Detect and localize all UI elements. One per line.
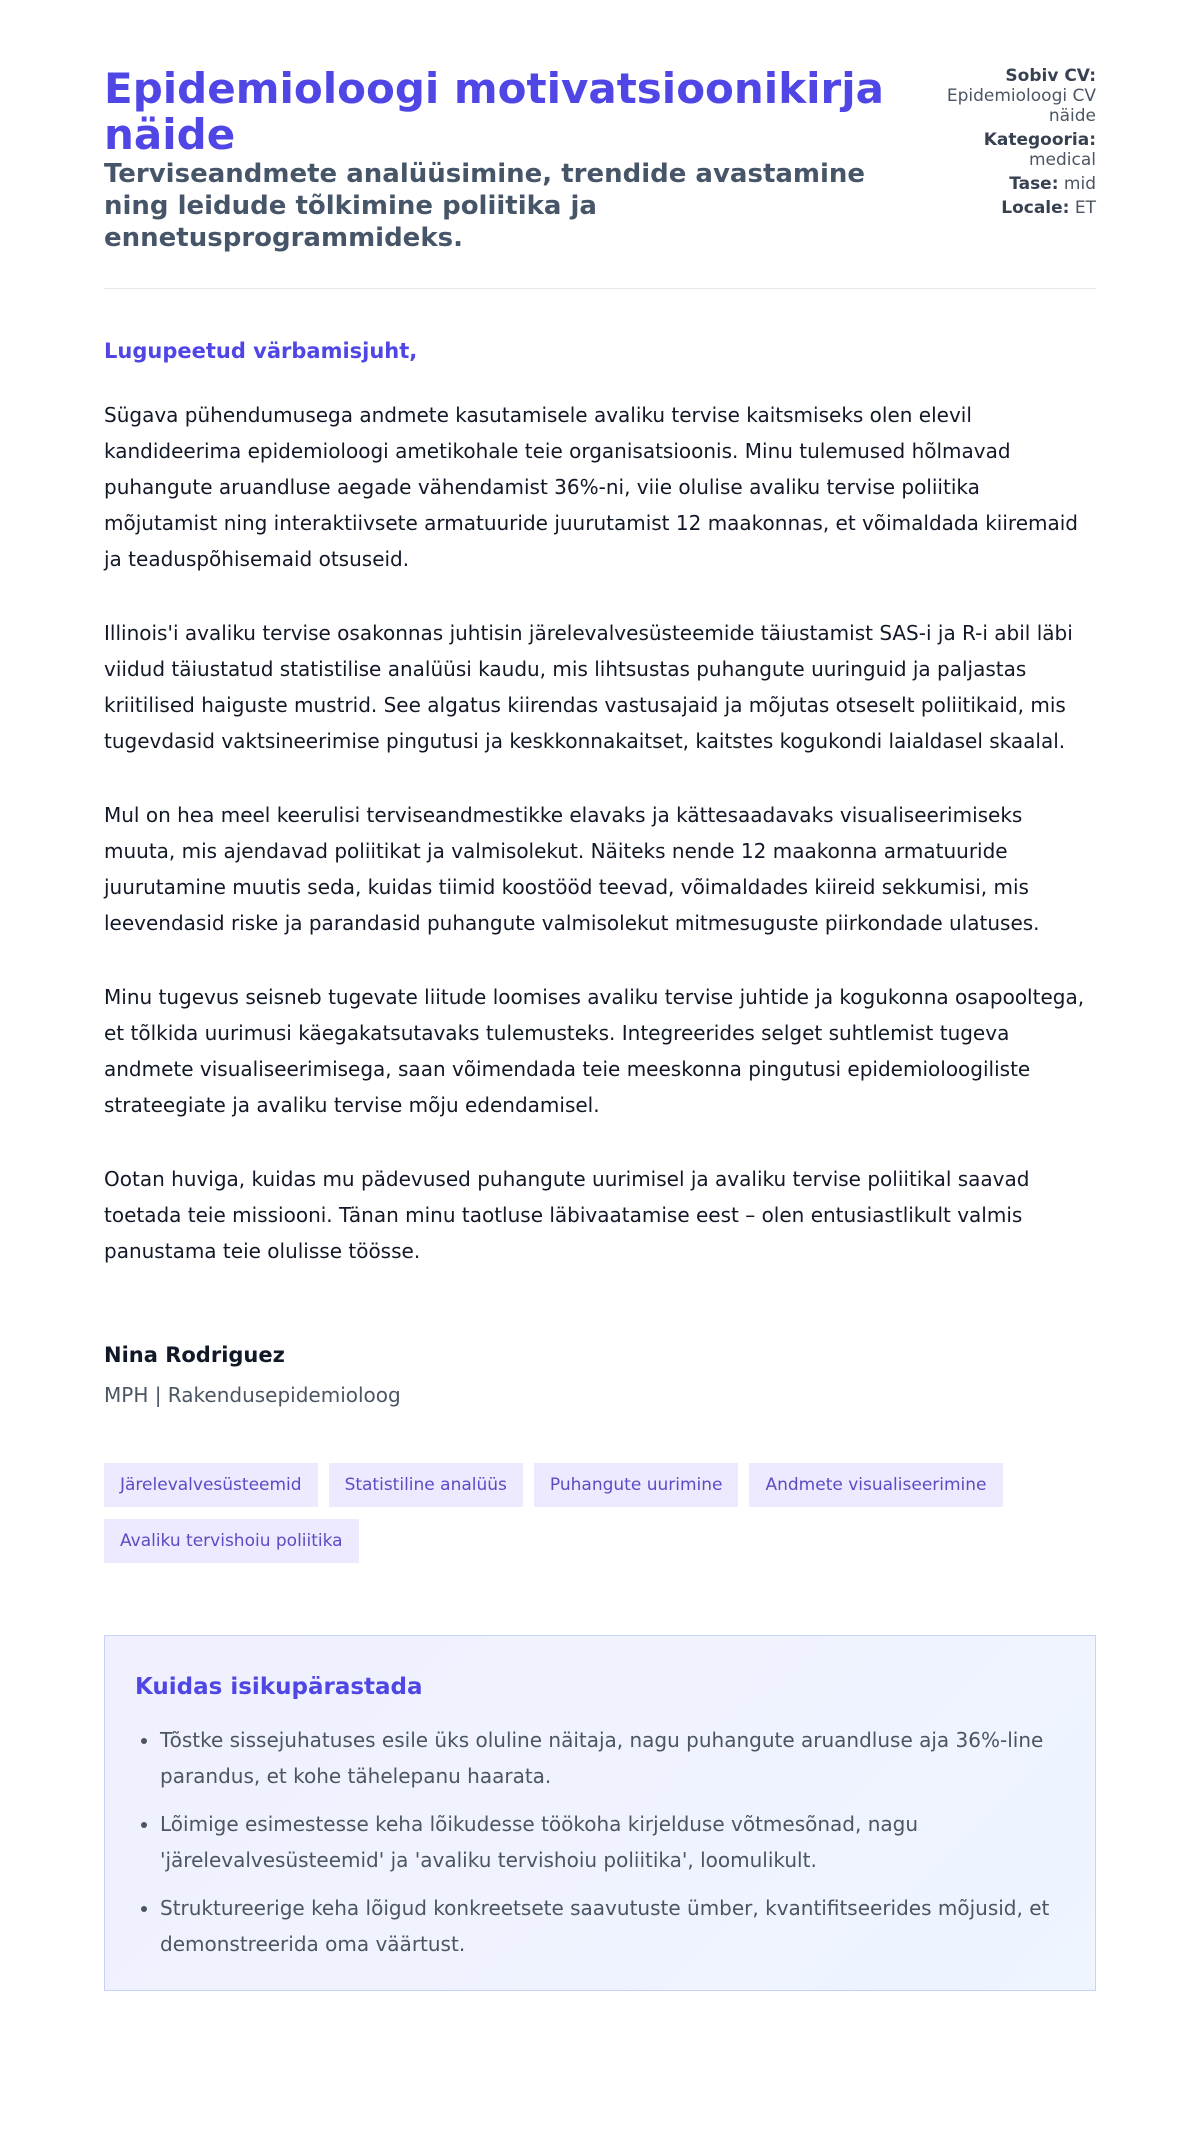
signature-block [104, 1341, 1096, 1409]
meta-value: mid [1063, 174, 1096, 194]
meta-locale [926, 198, 1096, 218]
signature-title: MPH | Rakendusepidemioloog [104, 1383, 401, 1407]
page-header [104, 66, 1096, 289]
letter-greeting: Lugupeetud värbamisjuht, [104, 339, 418, 363]
personalization-tips [104, 1635, 1096, 1991]
skill-tags [104, 1463, 1096, 1563]
meta-value: ET [1074, 198, 1096, 218]
header-main [104, 66, 884, 254]
meta-category [926, 130, 1096, 170]
meta-value: Epidemioloogi CV näide [946, 86, 1096, 126]
letter-paragraph: Mul on hea meel keerulisi terviseandmestikke elavaks ja kättesaadavaks visualiseerimiseks muuta, mis ajendavad poliitikat ja valmisolekut. Näiteks nende 12 maakonna armatuuride juurutamine muutis seda, kuidas tiimid koostööd teevad, võimaldades kiireid sekkumisi, mis leevendasid riske ja parandasid puhangute valmisolekut mitmesuguste piirkondade ulatuses. [104, 803, 1040, 935]
metadata-panel [926, 66, 1096, 222]
skill-tag: Järelevalvesüsteemid [104, 1463, 318, 1507]
tip-item: • Lõimige esimestesse keha lõikudesse töökoha kirjelduse võtmesõnad, nagu 'järelevalvesüsteemid' ja 'avaliku tervishoiu poliitika', loomulikult. [160, 1806, 1065, 1878]
skill-tag: Statistiline analüüs [329, 1463, 523, 1507]
letter-paragraph: Minu tugevus seisneb tugevate liitude loomises avaliku tervise juhtide ja kogukonna osapooltega, et tõlkida uurimusi käegakatsutavaks tulemusteks. Integreerides selget suhtlemist tugeva andmete visualiseerimisega, saan võimendada teie meeskonna pingutusi epidemioloogiliste strateegiate ja avaliku tervise mõju edendamisel. [104, 985, 1085, 1117]
page-subtitle: Terviseandmete analüüsimine, trendide avastamine ning leidude tõlkimine poliitika ja ennetusprogrammideks. [104, 159, 866, 253]
tip-item: • Struktureerige keha lõigud konkreetsete saavutuste ümber, kvantifitseerides mõjusid, et demonstreerida oma väärtust. [160, 1890, 1065, 1962]
meta-label: Sobiv CV: [1005, 66, 1096, 86]
meta-label: Locale: [1001, 198, 1070, 218]
meta-label: Kategooria: [983, 130, 1096, 150]
letter-paragraph: Ootan huviga, kuidas mu pädevused puhangute uurimisel ja avaliku tervise poliitikal saavad toetada teie missiooni. Tänan minu taotluse läbivaatamise eest – olen entusiastlikult valmis panustama teie olulisse töösse. [104, 1167, 1030, 1263]
skill-tag: Andmete visualiseerimine [749, 1463, 1002, 1507]
letter-paragraph: Illinois'i avaliku tervise osakonnas juhtisin järelevalvesüsteemide täiustamist SAS-i ja R-i abil läbi viidud täiustatud statistilise analüüsi kaudu, mis lihtsustas puhangute uuringuid ja paljastas kriitilised haiguste mustrid. See algatus kiirendas vastusajaid ja mõjutas otseselt poliitikaid, mis tugevdasid vaktsineerimise pingutusi ja keskkonnakaitset, kaitstes kogukondi laialdasel skaalal. [104, 621, 1073, 753]
letter-paragraph: Sügava pühendumusega andmete kasutamisele avaliku tervise kaitsmiseks olen elevil kandideerima epidemioloogi ametikohale teie organisatsioonis. Minu tulemused hõlmavad puhangute aruandluse aegade vähendamist 36%-ni, viie olulise avaliku tervise poliitika mõjutamist ning interaktiivsete armatuuride juurutamist 12 maakonnas, et võimaldada kiiremaid ja teaduspõhisemaid otsuseid. [104, 403, 1078, 571]
cover-letter-page [104, 0, 1096, 1991]
tips-title: Kuidas isikupärastada [135, 1674, 423, 1700]
meta-value: medical [1028, 150, 1096, 170]
meta-level [926, 174, 1096, 194]
meta-sobiv-cv [926, 66, 1096, 126]
letter-body [104, 337, 1096, 1269]
skill-tag: Puhangute uurimine [534, 1463, 739, 1507]
page-title: Epidemioloogi motivatsioonikirja näide [104, 64, 884, 159]
tips-list [135, 1722, 1065, 1962]
meta-label: Tase: [1009, 174, 1059, 194]
skill-tag: Avaliku tervishoiu poliitika [104, 1519, 359, 1563]
tip-item: • Tõstke sissejuhatuses esile üks oluline näitaja, nagu puhangute aruandluse aja 36%-line parandus, et kohe tähelepanu haarata. [160, 1722, 1065, 1794]
signature-name: Nina Rodriguez [104, 1343, 285, 1367]
